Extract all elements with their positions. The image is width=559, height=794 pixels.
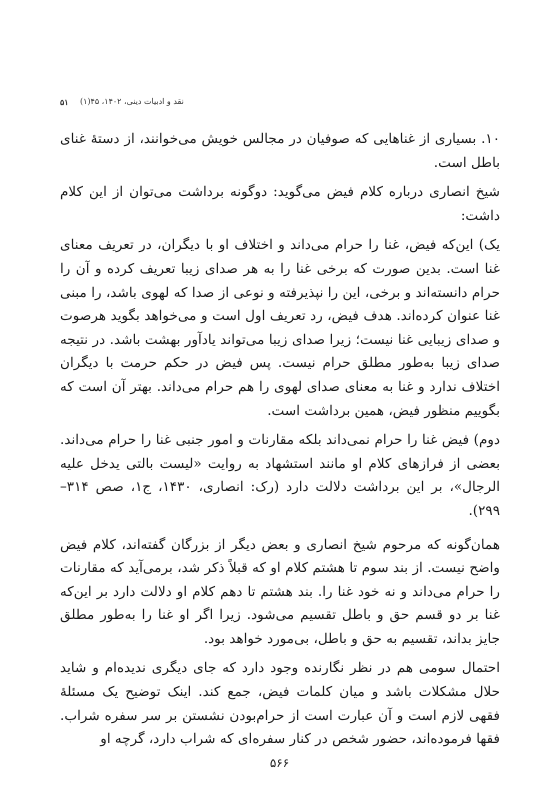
page-header (60, 97, 499, 111)
paragraph-ansari-intro: شیخ انصاری درباره کلام فیض می‌گوید: دوگونه برداشت می‌توان از این کلام داشت: (60, 184, 500, 224)
paragraph-first-reading: یک) این‌که فیض، غنا را حرام می‌داند و اختلاف او با دیگران، در تعریف معنای غنا است. بدین صورت که برخی غنا را به هر صدای زیبا تعریف کرده و آن را حرام دانسته‌اند و برخی، این را نپذیرفته و نوعی از صدا که لهوی باشد، را مبنی غنا عنوان کرده‌اند. هدف فیض، رد تعریف اول است و می‌خواهد بگوید هرصوت و صدای زیبایی غنا نیست؛ زیرا صدای زیبا می‌تواند یادآور بهشت باشد. در نتیجه صدای زیبا به‌طور مطلق حرام نیست. پس فیض در حکم حرمت با دیگران اختلاف ندارد و غنا به معنای صدای لهوی را هم حرام می‌داند. بهتر آن است که بگوییم منظور فیض، همین برداشت است. (60, 237, 500, 419)
paragraph-third-possibility: احتمال سومی هم در نظر نگارنده وجود دارد که جای دیگری ندیده‌ام و شاید حلال مشکلات باشد و میان کلمات فیض، جمع کند. اینک توضیح یک مسئلهٔ فقهی لازم است و آن عبارت است از حرام‌بودن نشستن بر سر سفره شراب. فقها فرموده‌اند، حضور شخص در کنار سفره‌ای که شراب دارد، گرچه او (60, 660, 500, 748)
page-footer (0, 756, 559, 770)
header-page-number: ۵۱ (60, 97, 69, 107)
paragraph-item-10: ۱۰. بسیاری از غناهایی که صوفیان در مجالس خویش می‌خوانند، از دستهٔ غنای باطل است. (60, 131, 500, 171)
body-text (60, 128, 500, 758)
running-title: نقد و ادبیات دینی، ۱۴۰۲، ۴۵(۱) (80, 97, 184, 106)
footer-page-number: ۵۶۶ (269, 756, 290, 770)
paragraph-second-reading: دوم) فیض غنا را حرام نمی‌داند بلکه مقارنات و امور جنبی غنا را حرام می‌داند. بعضی از فرازهای کلام او مانند استشهاد به روایت «لیست بالتی یدخل علیه الرجال»، بر این برداشت دلالت دارد (رک: انصاری، ۱۴۳۰، ج۱، صص ۳۱۴–۲۹۹). (60, 432, 500, 519)
paragraph-analysis: همان‌گونه که مرحوم شیخ انصاری و بعض دیگر از بزرگان گفته‌اند، کلام فیض واضح نیست. از بند سوم تا هشتم کلام او که قبلاً ذکر شد، برمی‌آید که مقارنات را حرام می‌داند و نه خود غنا را. بند هشتم تا دهم کلام او دلالت دارد بر این‌که غنا بر دو قسم حق و باطل تقسیم می‌شود. زیرا اگر او غنا را به‌طور مطلق جایز بداند، تقسیم به حق و باطل، بی‌مورد خواهد بود. (60, 536, 500, 647)
